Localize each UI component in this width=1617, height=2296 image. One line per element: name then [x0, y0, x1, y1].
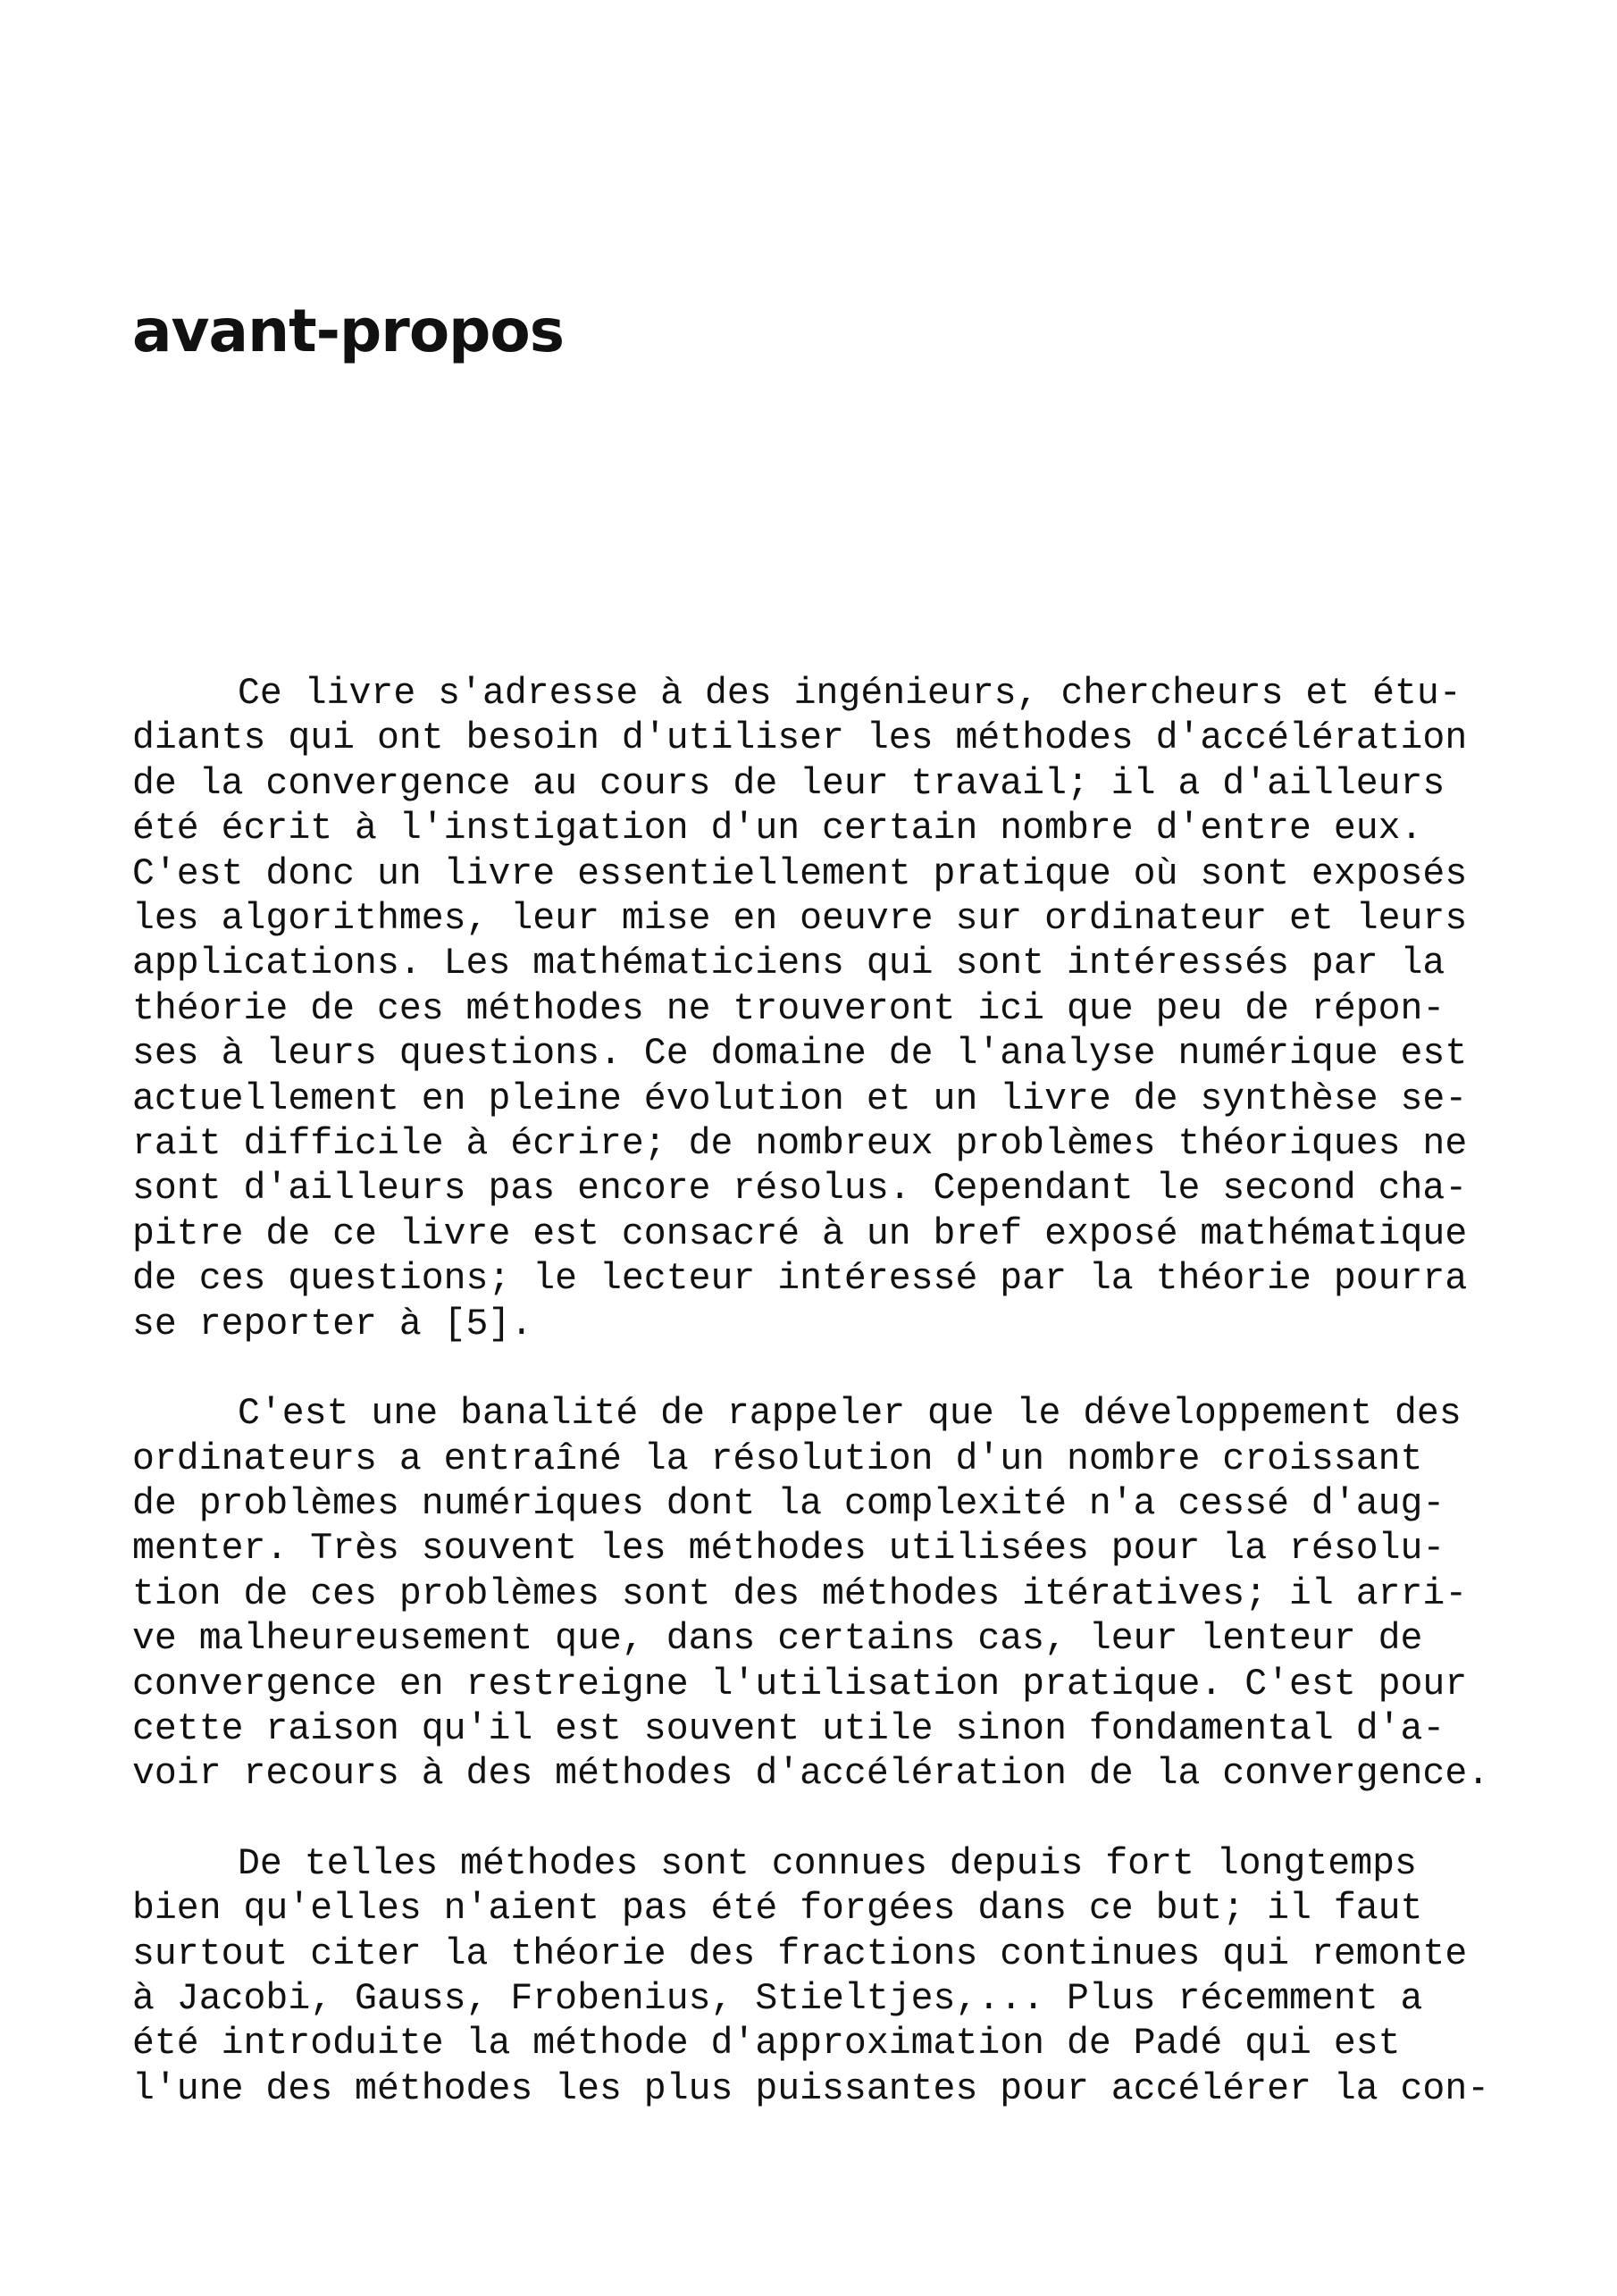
- paragraph-1: [132, 672, 1526, 1347]
- paragraph-3: [132, 1842, 1526, 2112]
- paragraph-2: [132, 1392, 1526, 1797]
- section-heading: avant-propos: [132, 297, 565, 365]
- text-line: C'est une banalité de rappeler que le développement des: [238, 1393, 1462, 1436]
- text-line: ses à leurs questions. Ce domaine de l'analyse numérique est: [132, 1033, 1468, 1076]
- text-line: applications. Les mathématiciens qui sont intéressés par la: [132, 943, 1445, 985]
- text-line: voir recours à des méthodes d'accélération de la convergence.: [132, 1753, 1490, 1796]
- text-line: diants qui ont besoin d'utiliser les méthodes d'accélération: [132, 717, 1468, 760]
- text-line: convergence en restreigne l'utilisation pratique. C'est pour: [132, 1663, 1468, 1705]
- text-line: se reporter à [5].: [132, 1303, 533, 1345]
- body-text: [132, 672, 1526, 2157]
- text-line: cette raison qu'il est souvent utile sinon fondamental d'a-: [132, 1707, 1445, 1750]
- text-line: surtout citer la théorie des fractions continues qui remonte: [132, 1932, 1468, 1975]
- text-line: l'une des méthodes les plus puissantes pour accélérer la con-: [132, 2067, 1490, 2110]
- text-line: de la convergence au cours de leur travail; il a d'ailleurs: [132, 762, 1445, 805]
- text-line: de ces questions; le lecteur intéressé par la théorie pourra: [132, 1258, 1468, 1301]
- text-line: actuellement en pleine évolution et un livre de synthèse se-: [132, 1077, 1468, 1120]
- text-line: bien qu'elles n'aient pas été forgées dans ce but; il faut: [132, 1888, 1423, 1931]
- text-line: à Jacobi, Gauss, Frobenius, Stieltjes,... Plus récemment a: [132, 1977, 1423, 2020]
- text-line: théorie de ces méthodes ne trouveront ici que peu de répon-: [132, 987, 1445, 1030]
- text-line: sont d'ailleurs pas encore résolus. Cependant le second cha-: [132, 1168, 1468, 1211]
- text-line: été introduite la méthode d'approximation de Padé qui est: [132, 2023, 1401, 2066]
- text-line: Ce livre s'adresse à des ingénieurs, chercheurs et étu-: [238, 673, 1462, 715]
- text-line: tion de ces problèmes sont des méthodes itératives; il arri-: [132, 1572, 1468, 1615]
- text-line: menter. Très souvent les méthodes utilisées pour la résolu-: [132, 1528, 1445, 1571]
- text-line: les algorithmes, leur mise en oeuvre sur ordinateur et leurs: [132, 898, 1468, 941]
- text-line: C'est donc un livre essentiellement pratique où sont exposés: [132, 852, 1468, 895]
- text-line: été écrit à l'instigation d'un certain nombre d'entre eux.: [132, 808, 1423, 851]
- text-line: de problèmes numériques dont la complexité n'a cessé d'aug-: [132, 1482, 1445, 1525]
- text-line: rait difficile à écrire; de nombreux problèmes théoriques ne: [132, 1123, 1468, 1166]
- text-line: pitre de ce livre est consacré à un bref exposé mathématique: [132, 1212, 1468, 1255]
- text-line: ve malheureusement que, dans certains cas, leur lenteur de: [132, 1618, 1423, 1661]
- text-line: De telles méthodes sont connues depuis fort longtemps: [238, 1842, 1417, 1885]
- text-line: ordinateurs a entraîné la résolution d'un nombre croissant: [132, 1437, 1423, 1480]
